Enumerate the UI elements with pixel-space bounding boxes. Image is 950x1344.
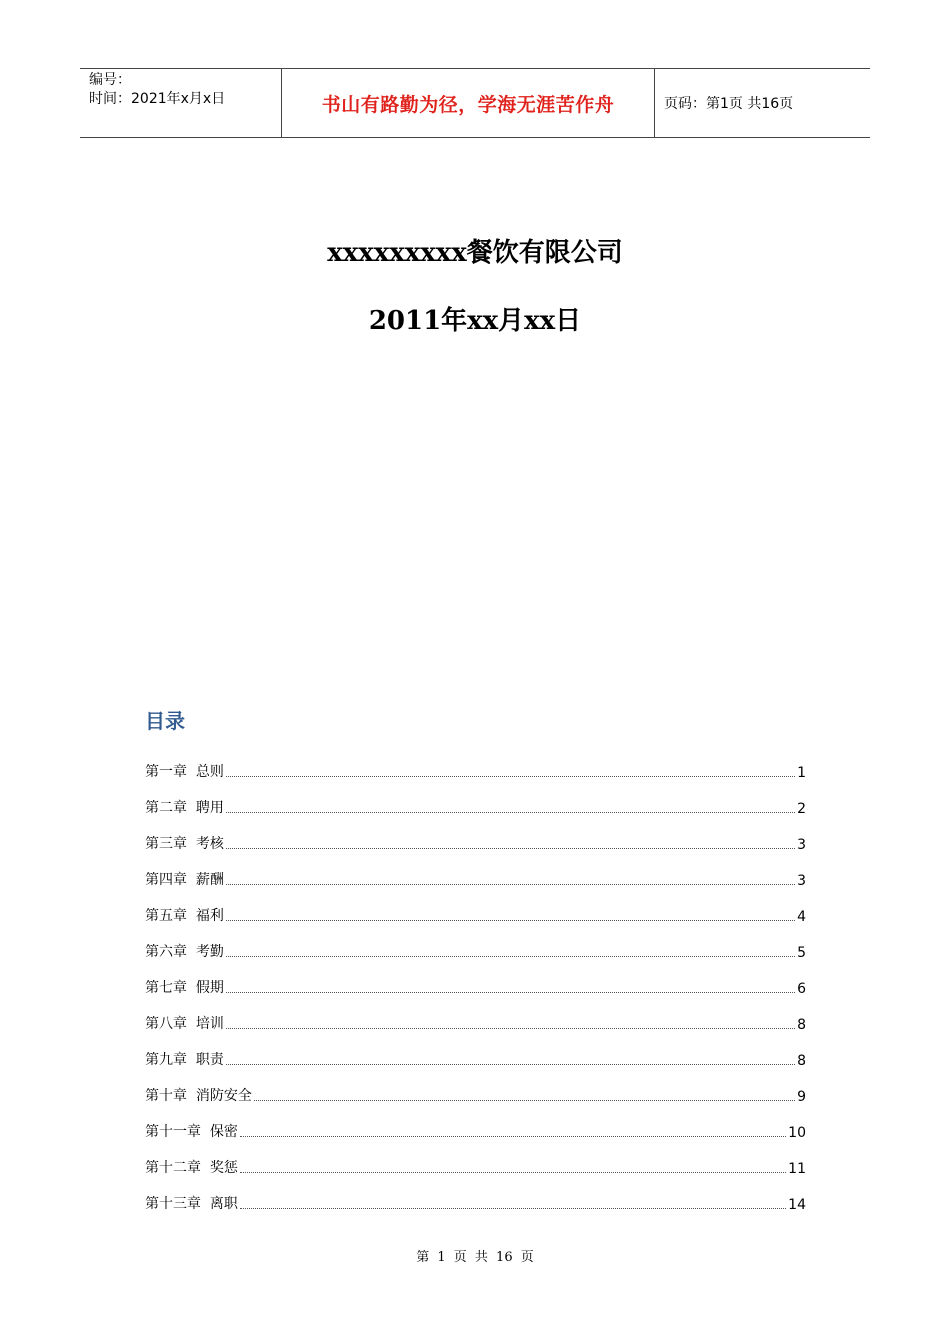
- toc-entry-label: 第十三章 离职: [145, 1196, 238, 1212]
- toc-entry-page: 4: [797, 909, 806, 925]
- toc-entry-label: 第十一章 保密: [145, 1124, 238, 1140]
- toc-dot-leader: [226, 1028, 795, 1029]
- toc-dot-leader: [226, 884, 795, 885]
- toc-dot-leader: [240, 1136, 786, 1137]
- toc-entry-page: 3: [797, 873, 806, 889]
- toc-entry-label: 第九章 职责: [145, 1052, 224, 1068]
- toc-entry-label: 第八章 培训: [145, 1016, 224, 1032]
- toc-entry-label: 第十章 消防安全: [145, 1088, 252, 1104]
- toc-dot-leader: [240, 1208, 786, 1209]
- toc-dot-leader: [254, 1100, 795, 1101]
- toc-entry[interactable]: [145, 889, 806, 925]
- table-of-contents: [145, 745, 806, 1213]
- toc-dot-leader: [226, 812, 795, 813]
- toc-entry[interactable]: [145, 925, 806, 961]
- toc-entry-page: 9: [797, 1089, 806, 1105]
- toc-entry[interactable]: [145, 781, 806, 817]
- toc-entry-page: 2: [797, 801, 806, 817]
- toc-entry-label: 第四章 薪酬: [145, 872, 224, 888]
- toc-heading: 目录: [145, 709, 185, 733]
- toc-dot-leader: [240, 1172, 786, 1173]
- toc-dot-leader: [226, 1064, 795, 1065]
- toc-entry-page: 5: [797, 945, 806, 961]
- toc-entry[interactable]: [145, 961, 806, 997]
- toc-entry-page: 8: [797, 1017, 806, 1033]
- toc-dot-leader: [226, 956, 795, 957]
- header-page-info: 页码：第1页 共16页: [664, 96, 794, 112]
- toc-entry[interactable]: [145, 853, 806, 889]
- page-footer: 第 1 页 共 16 页: [416, 1250, 534, 1265]
- time-label: 时间：2021年x月x日: [89, 91, 226, 107]
- company-title: xxxxxxxxx餐饮有限公司: [327, 238, 623, 268]
- page-header: [80, 68, 870, 138]
- toc-entry-label: 第六章 考勤: [145, 944, 224, 960]
- toc-entry-label: 第二章 聘用: [145, 800, 224, 816]
- toc-entry-label: 第一章 总则: [145, 764, 224, 780]
- toc-entry-page: 6: [797, 981, 806, 997]
- toc-entry[interactable]: [145, 1105, 806, 1141]
- number-label: 编号：: [89, 72, 131, 88]
- toc-entry-page: 8: [797, 1053, 806, 1069]
- toc-entry-page: 3: [797, 837, 806, 853]
- toc-entry[interactable]: [145, 817, 806, 853]
- toc-entry[interactable]: [145, 1177, 806, 1213]
- toc-entry[interactable]: [145, 1033, 806, 1069]
- toc-entry-page: 1: [797, 765, 806, 781]
- toc-entry-label: 第五章 福利: [145, 908, 224, 924]
- toc-entry-page: 14: [788, 1197, 806, 1213]
- toc-entry-label: 第七章 假期: [145, 980, 224, 996]
- toc-entry-label: 第三章 考核: [145, 836, 224, 852]
- toc-entry[interactable]: [145, 1141, 806, 1177]
- toc-entry-page: 11: [788, 1161, 806, 1177]
- toc-entry-label: 第十二章 奖惩: [145, 1160, 238, 1176]
- toc-entry[interactable]: [145, 745, 806, 781]
- toc-dot-leader: [226, 992, 795, 993]
- toc-dot-leader: [226, 848, 795, 849]
- document-date: 2011年xx月xx日: [368, 306, 582, 336]
- toc-entry-page: 10: [788, 1125, 806, 1141]
- toc-entry[interactable]: [145, 997, 806, 1033]
- header-left-cell: [80, 69, 281, 137]
- toc-dot-leader: [226, 920, 795, 921]
- toc-dot-leader: [226, 776, 795, 777]
- toc-entry[interactable]: [145, 1069, 806, 1105]
- header-motto: 书山有路勤为径，学海无涯苦作舟: [281, 69, 655, 137]
